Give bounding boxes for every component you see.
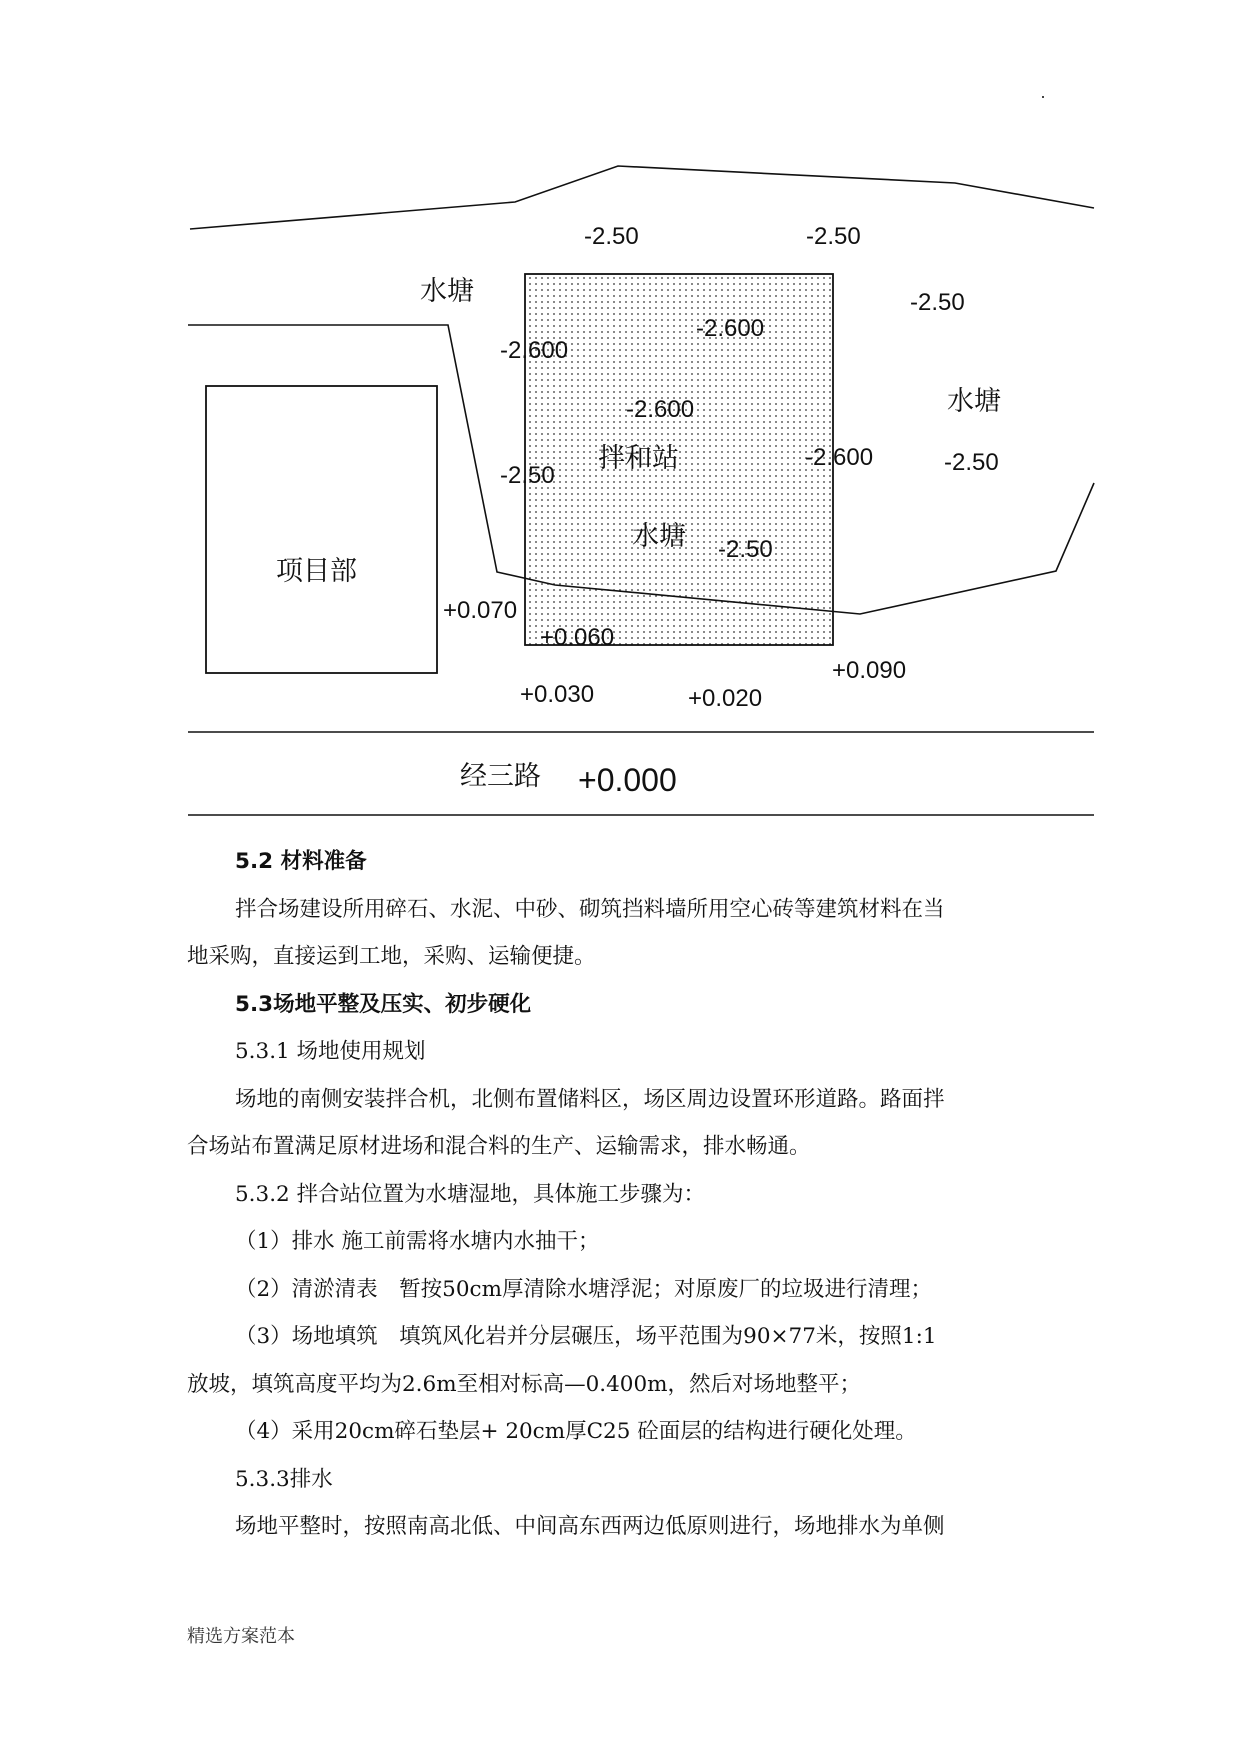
- elevation-road-level: +0.000: [578, 762, 677, 798]
- step-1: （1）排水 施工前需将水塘内水抽干；: [235, 1229, 600, 1254]
- paragraph-5-2-line2: 地采购，直接运到工地，采购、运输便捷。: [187, 944, 596, 969]
- heading-5-2: 5.2 材料准备: [235, 849, 367, 874]
- elevation-site-left: -2.600: [500, 337, 569, 364]
- elevation-site-bottom: -2.50: [718, 536, 773, 563]
- mixing-station-label: 拌和站: [598, 443, 679, 474]
- elevation-pt-020: +0.020: [688, 685, 763, 712]
- elevation-top-left: -2.50: [584, 223, 639, 250]
- pond-label-center: 水塘: [632, 521, 686, 552]
- north-boundary-line: [190, 166, 1094, 229]
- elevation-pt-060: +0.060: [540, 624, 615, 651]
- paragraph-5-3-3: 场地平整时，按照南高北低、中间高东西两边低原则进行，场地排水为单侧: [235, 1514, 945, 1539]
- elevation-right-mid: -2.50: [944, 449, 999, 476]
- mixing-station-area: [525, 274, 833, 645]
- elevation-site-top: -2.600: [696, 315, 765, 342]
- footer-text: 精选方案范本: [187, 1626, 295, 1647]
- heading-5-3-3: 5.3.3排水: [235, 1466, 333, 1492]
- paragraph-5-3-1-line2: 合场站布置满足原材进场和混合料的生产、运输需求，排水畅通。: [187, 1134, 811, 1159]
- step-4: （4）采用20cm碎石垫层+ 20cm厚C25 砼面层的结构进行硬化处理。: [235, 1419, 917, 1444]
- paragraph-5-3-2: 5.3.2 拌合站位置为水塘湿地，具体施工步骤为：: [235, 1181, 706, 1207]
- elevation-pt-090: +0.090: [832, 657, 907, 684]
- heading-5-3: 5.3场地平整及压实、初步硬化: [235, 991, 532, 1017]
- step-3-line1: （3）场地填筑 填筑风化岩并分层碾压，场平范围为90×77米，按照1:1: [235, 1324, 937, 1349]
- pond-label-nw: 水塘: [420, 276, 474, 307]
- elevation-top-right: -2.50: [806, 223, 861, 250]
- elevation-pt-030: +0.030: [520, 681, 595, 708]
- site-plan-diagram: [0, 0, 1241, 830]
- paragraph-5-2-line1: 拌合场建设所用碎石、水泥、中砂、砌筑挡料墙所用空心砖等建筑材料在当: [235, 896, 945, 922]
- document-body: [187, 838, 1057, 1551]
- elevation-pt-070: +0.070: [443, 597, 518, 624]
- pond-label-east: 水塘: [947, 386, 1001, 417]
- step-3-line2: 放坡，填筑高度平均为2.6m至相对标高—0.400m，然后对场地整平；: [187, 1371, 862, 1397]
- elevation-site-right: -2.600: [805, 444, 874, 471]
- elevation-site-center: -2.600: [626, 396, 695, 423]
- elevation-right-upper: -2.50: [910, 289, 965, 316]
- elevation-site-left-low: -2.50: [500, 462, 555, 489]
- road-label: 经三路: [460, 761, 541, 792]
- project-dept-label: 项目部: [276, 556, 357, 587]
- paragraph-5-3-1-line1: 场地的南侧安装拌合机，北侧布置储料区，场区周边设置环形道路。路面拌: [235, 1086, 945, 1112]
- project-dept-box: [206, 386, 437, 673]
- heading-5-3-1: 5.3.1 场地使用规划: [235, 1039, 426, 1064]
- step-2: （2）清淤清表 暂按50cm厚清除水塘浮泥；对原废厂的垃圾进行清理；: [235, 1276, 932, 1302]
